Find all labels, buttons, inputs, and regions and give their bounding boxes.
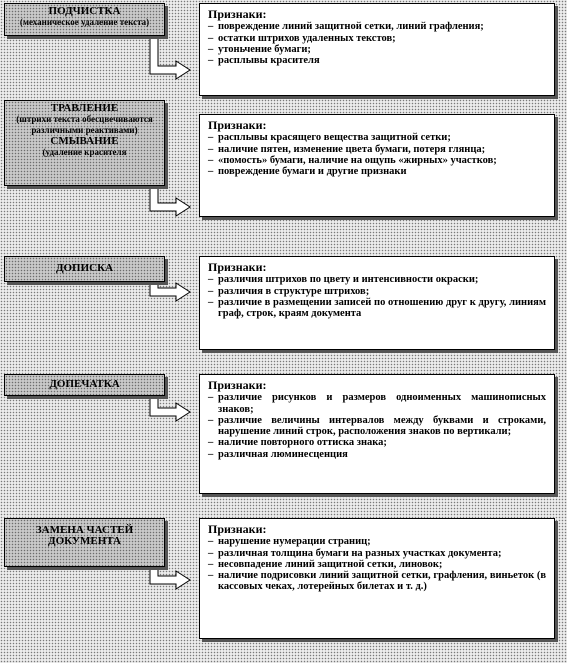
connector-arrow-2 <box>150 186 190 216</box>
connector-arrow-5 <box>150 567 190 589</box>
signs-list-item: – различие в размещении записей по отношению друг к другу, линиям граф, строк, краям документа <box>208 297 546 320</box>
signs-list-item: – повреждение линий защитной сетки, линий графления; <box>208 21 546 32</box>
method-box-travlenie <box>4 100 165 186</box>
connector-arrow-4 <box>150 396 190 421</box>
method-title: ДОПИСКА <box>55 262 114 274</box>
signs-heading: Признаки: <box>208 260 267 274</box>
signs-list-item: – расплывы красящего вещества защитной сетки; <box>208 132 546 143</box>
signs-list-item: – расплывы красителя <box>208 55 546 66</box>
signs-list-item: – несовпадение линий защитной сетки, линовок; <box>208 559 546 570</box>
method-subtitle-2: (удаление красителя <box>42 147 127 157</box>
method-title-2: СМЫВАНИЕ <box>50 135 119 147</box>
connector-arrow-3 <box>150 282 190 301</box>
signs-list <box>208 392 546 460</box>
method-subtitle: (механическое удаление текста) <box>19 17 150 27</box>
method-subtitle: (штрихи текста обесцвечиваются различными реактивами) <box>16 114 153 135</box>
signs-list <box>208 132 546 177</box>
signs-list <box>208 536 546 592</box>
signs-list-item: – различия штрихов по цвету и интенсивности окраски; <box>208 274 546 285</box>
method-title: ПОДЧИСТКА <box>48 5 121 17</box>
signs-box-zamena <box>199 518 555 639</box>
signs-list-item: – наличие повторного оттиска знака; <box>208 437 546 448</box>
signs-box-dopiska <box>199 256 555 350</box>
signs-heading: Признаки: <box>208 522 267 536</box>
signs-list-item: – различия в структуре штрихов; <box>208 286 546 297</box>
signs-heading: Признаки: <box>208 7 267 21</box>
signs-list <box>208 274 546 319</box>
signs-list-item: – различие величины интервалов между буквами и строками, нарушение линий строк, расположения знаков по вертикали; <box>208 415 546 438</box>
signs-list-item: – нарушение нумерации страниц; <box>208 536 546 547</box>
signs-list <box>208 21 546 66</box>
method-title: ТРАВЛЕНИЕ <box>50 102 119 114</box>
signs-list-item: – повреждение бумаги и другие признаки <box>208 166 546 177</box>
signs-box-dopechatka <box>199 374 555 494</box>
signs-list-item: – остатки штрихов удаленных текстов; <box>208 33 546 44</box>
signs-box-podchistka <box>199 3 555 96</box>
method-title: ЗАМЕНА ЧАСТЕЙ ДОКУМЕНТА <box>35 524 134 547</box>
signs-list-item: – утоньчение бумаги; <box>208 44 546 55</box>
method-title: ДОПЕЧАТКА <box>49 378 120 390</box>
signs-list-item: – наличие пятен, изменение цвета бумаги, потеря глянца; <box>208 144 546 155</box>
signs-heading: Признаки: <box>208 378 267 392</box>
signs-list-item: – различная толщина бумаги на разных участках документа; <box>208 548 546 559</box>
connector-arrow-1 <box>150 36 190 79</box>
signs-list-item: – различная люминесценция <box>208 449 546 460</box>
signs-box-travlenie <box>199 114 555 217</box>
signs-list-item: – различие рисунков и размеров одноименных машинописных знаков; <box>208 392 546 415</box>
signs-list-item: – «помость» бумаги, наличие на ощупь «жирных» участков; <box>208 155 546 166</box>
method-box-dopechatka <box>4 374 165 396</box>
signs-heading: Признаки: <box>208 118 267 132</box>
signs-list-item: – наличие подрисовки линий защитной сетки, графления, виньеток (в кассовых чеках, лотерейных билетах и т. д.) <box>208 570 546 593</box>
method-box-podchistka <box>4 3 165 36</box>
method-box-zamena <box>4 518 165 567</box>
method-box-dopiska <box>4 256 165 282</box>
